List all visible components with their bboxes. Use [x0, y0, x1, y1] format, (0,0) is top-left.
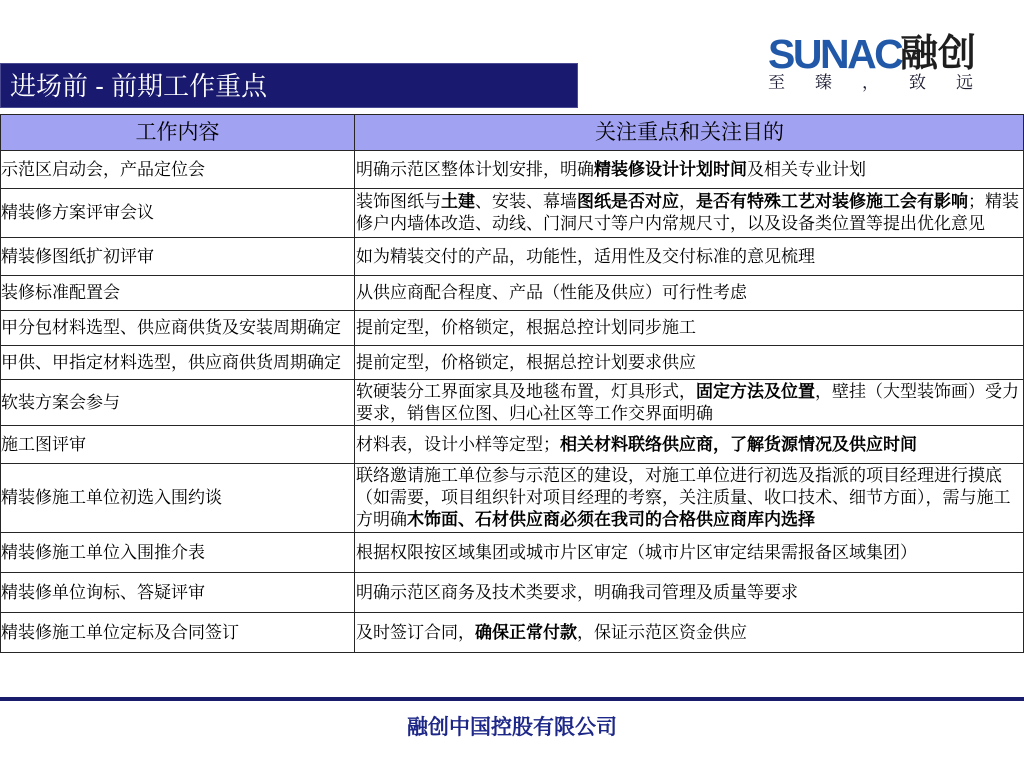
- work-item-text: 精装修单位询标、答疑评审: [1, 582, 205, 602]
- work-item-text: 软装方案会参与: [1, 392, 120, 412]
- logo-wordmark-en: SUNAC: [768, 31, 902, 77]
- focus-cell: [355, 311, 1024, 345]
- logo-slogan: 至臻，致远: [768, 73, 1003, 92]
- focus-emphasis: 木饰面、石材供应商必须在我司的合格供应商库内选择: [407, 510, 815, 529]
- focus-segment: 明确示范区整体计划安排，明确: [356, 159, 594, 179]
- focus-emphasis: 图纸是否对应: [577, 192, 679, 211]
- focus-segment: 材料表，设计小样等定型；: [356, 434, 560, 454]
- work-item-cell: [0, 238, 355, 275]
- focus-cell: [355, 464, 1024, 532]
- focus-cell: [355, 573, 1024, 612]
- table-row: [0, 533, 1024, 573]
- focus-cell: [355, 151, 1024, 188]
- focus-text: [356, 246, 1023, 268]
- focus-text: [356, 434, 1023, 456]
- focus-text: [356, 381, 1023, 425]
- focus-emphasis: 精装修设计计划时间: [594, 159, 747, 179]
- focus-cell: [355, 276, 1024, 310]
- work-item-cell: [0, 189, 355, 237]
- header-work-content: 工作内容: [135, 120, 220, 144]
- focus-segment: 联络邀请施工单位参与示范区的建设，对施工单位进行初选及指派的项目经理进行摸底（如需要，项目组织针对项目经理的考察，关注质量、收口技术、细节方面），需与施工方明确: [356, 466, 1011, 529]
- focus-emphasis: 相关材料联络供应商，了解货源情况及供应时间: [560, 434, 917, 454]
- work-item-cell: [0, 380, 355, 425]
- focus-text: [356, 622, 1023, 644]
- header-focus-purpose-cell: [355, 115, 1024, 150]
- logo-wordmark-cn: 融创: [900, 33, 977, 75]
- table-row: [0, 189, 1024, 238]
- work-item-cell: [0, 346, 355, 379]
- work-item-cell: [0, 426, 355, 463]
- table-row: [0, 380, 1024, 426]
- slide-title: 进场前 - 前期工作重点: [10, 70, 268, 101]
- header-work-content-cell: [0, 115, 355, 150]
- work-item-text: 精装修施工单位定标及合同签订: [1, 622, 239, 642]
- focus-segment: 从供应商配合程度、产品（性能及供应）可行性考虑: [356, 283, 747, 302]
- focus-text: [356, 317, 1023, 339]
- focus-segment: 如为精装交付的产品，功能性，适用性及交付标准的意见梳理: [356, 246, 815, 266]
- sunac-logo: [764, 30, 1003, 96]
- company-name: 融创中国控股有限公司: [407, 716, 617, 739]
- focus-segment: ，壁挂（大型装饰画）受力要求，销售区位图、归心社区等工作交界面明确: [356, 381, 1019, 423]
- work-item-text: 示范区启动会，产品定位会: [1, 159, 205, 179]
- work-item-cell: [0, 151, 355, 188]
- focus-text: [356, 191, 1023, 235]
- table-row: [0, 573, 1024, 613]
- work-item-text: 施工图评审: [1, 434, 86, 454]
- focus-text: [356, 465, 1023, 531]
- work-focus-table: [0, 114, 1024, 653]
- focus-segment: 明确示范区商务及技术类要求，明确我司管理及质量等要求: [356, 582, 798, 602]
- focus-cell: [355, 426, 1024, 463]
- table-row: [0, 238, 1024, 276]
- focus-text: [356, 542, 1023, 564]
- focus-cell: [355, 613, 1024, 652]
- focus-emphasis: 确保正常付款: [475, 622, 577, 642]
- focus-emphasis: 土建: [441, 192, 475, 211]
- focus-cell: [355, 346, 1024, 379]
- focus-segment: 软硬装分工界面家具及地毯布置，灯具形式，: [356, 381, 696, 401]
- focus-cell: [355, 189, 1024, 237]
- work-item-text: 精装修施工单位入围推介表: [1, 542, 205, 562]
- focus-segment: ；精装修户内墙体改造、动线、门洞尺寸等户内常规尺寸，以及设备类位置等提出优化意见: [356, 192, 1019, 233]
- table-row: [0, 151, 1024, 189]
- work-item-text: 甲分包材料选型、供应商供货及安装周期确定: [1, 318, 341, 337]
- work-item-text: 精装修施工单位初选入围约谈: [1, 488, 222, 507]
- focus-text: [356, 282, 1023, 304]
- footer-divider: [0, 697, 1024, 701]
- table-row: [0, 426, 1024, 464]
- work-item-cell: [0, 276, 355, 310]
- work-item-cell: [0, 533, 355, 572]
- focus-segment: 根据权限按区域集团或城市片区审定（城市片区审定结果需报备区域集团）: [356, 542, 917, 562]
- focus-segment: 装饰图纸与: [356, 192, 441, 211]
- focus-emphasis: 固定方法及位置: [696, 381, 815, 401]
- table-header-row: [0, 115, 1024, 151]
- work-item-cell: [0, 613, 355, 652]
- focus-segment: 提前定型，价格锁定，根据总控计划要求供应: [356, 352, 696, 372]
- focus-segment: ，保证示范区资金供应: [577, 622, 747, 642]
- work-item-text: 装修标准配置会: [1, 283, 120, 302]
- focus-text: [356, 582, 1023, 604]
- table-row: [0, 276, 1024, 311]
- table-row: [0, 613, 1024, 653]
- work-item-cell: [0, 573, 355, 612]
- focus-emphasis: 是否有特殊工艺对装修施工会有影响: [696, 192, 968, 211]
- focus-segment: 、安装、幕墙: [475, 192, 577, 211]
- header-focus-purpose: 关注重点和关注目的: [595, 120, 784, 144]
- focus-segment: 及相关专业计划: [747, 159, 866, 179]
- table-row: [0, 311, 1024, 346]
- focus-segment: 及时签订合同，: [356, 622, 475, 642]
- focus-text: [356, 352, 1023, 374]
- work-item-text: 精装修图纸扩初评审: [1, 246, 154, 266]
- table-row: [0, 464, 1024, 533]
- work-item-text: 甲供、甲指定材料选型，供应商供货周期确定: [1, 352, 341, 372]
- focus-segment: 提前定型，价格锁定，根据总控计划同步施工: [356, 318, 696, 337]
- focus-segment: ，: [679, 192, 696, 211]
- table-row: [0, 346, 1024, 380]
- work-item-text: 精装修方案评审会议: [1, 203, 154, 222]
- work-item-cell: [0, 311, 355, 345]
- focus-cell: [355, 380, 1024, 425]
- slide-title-bar: [0, 63, 578, 108]
- focus-text: [356, 159, 1023, 181]
- work-item-cell: [0, 464, 355, 532]
- focus-cell: [355, 238, 1024, 275]
- focus-cell: [355, 533, 1024, 572]
